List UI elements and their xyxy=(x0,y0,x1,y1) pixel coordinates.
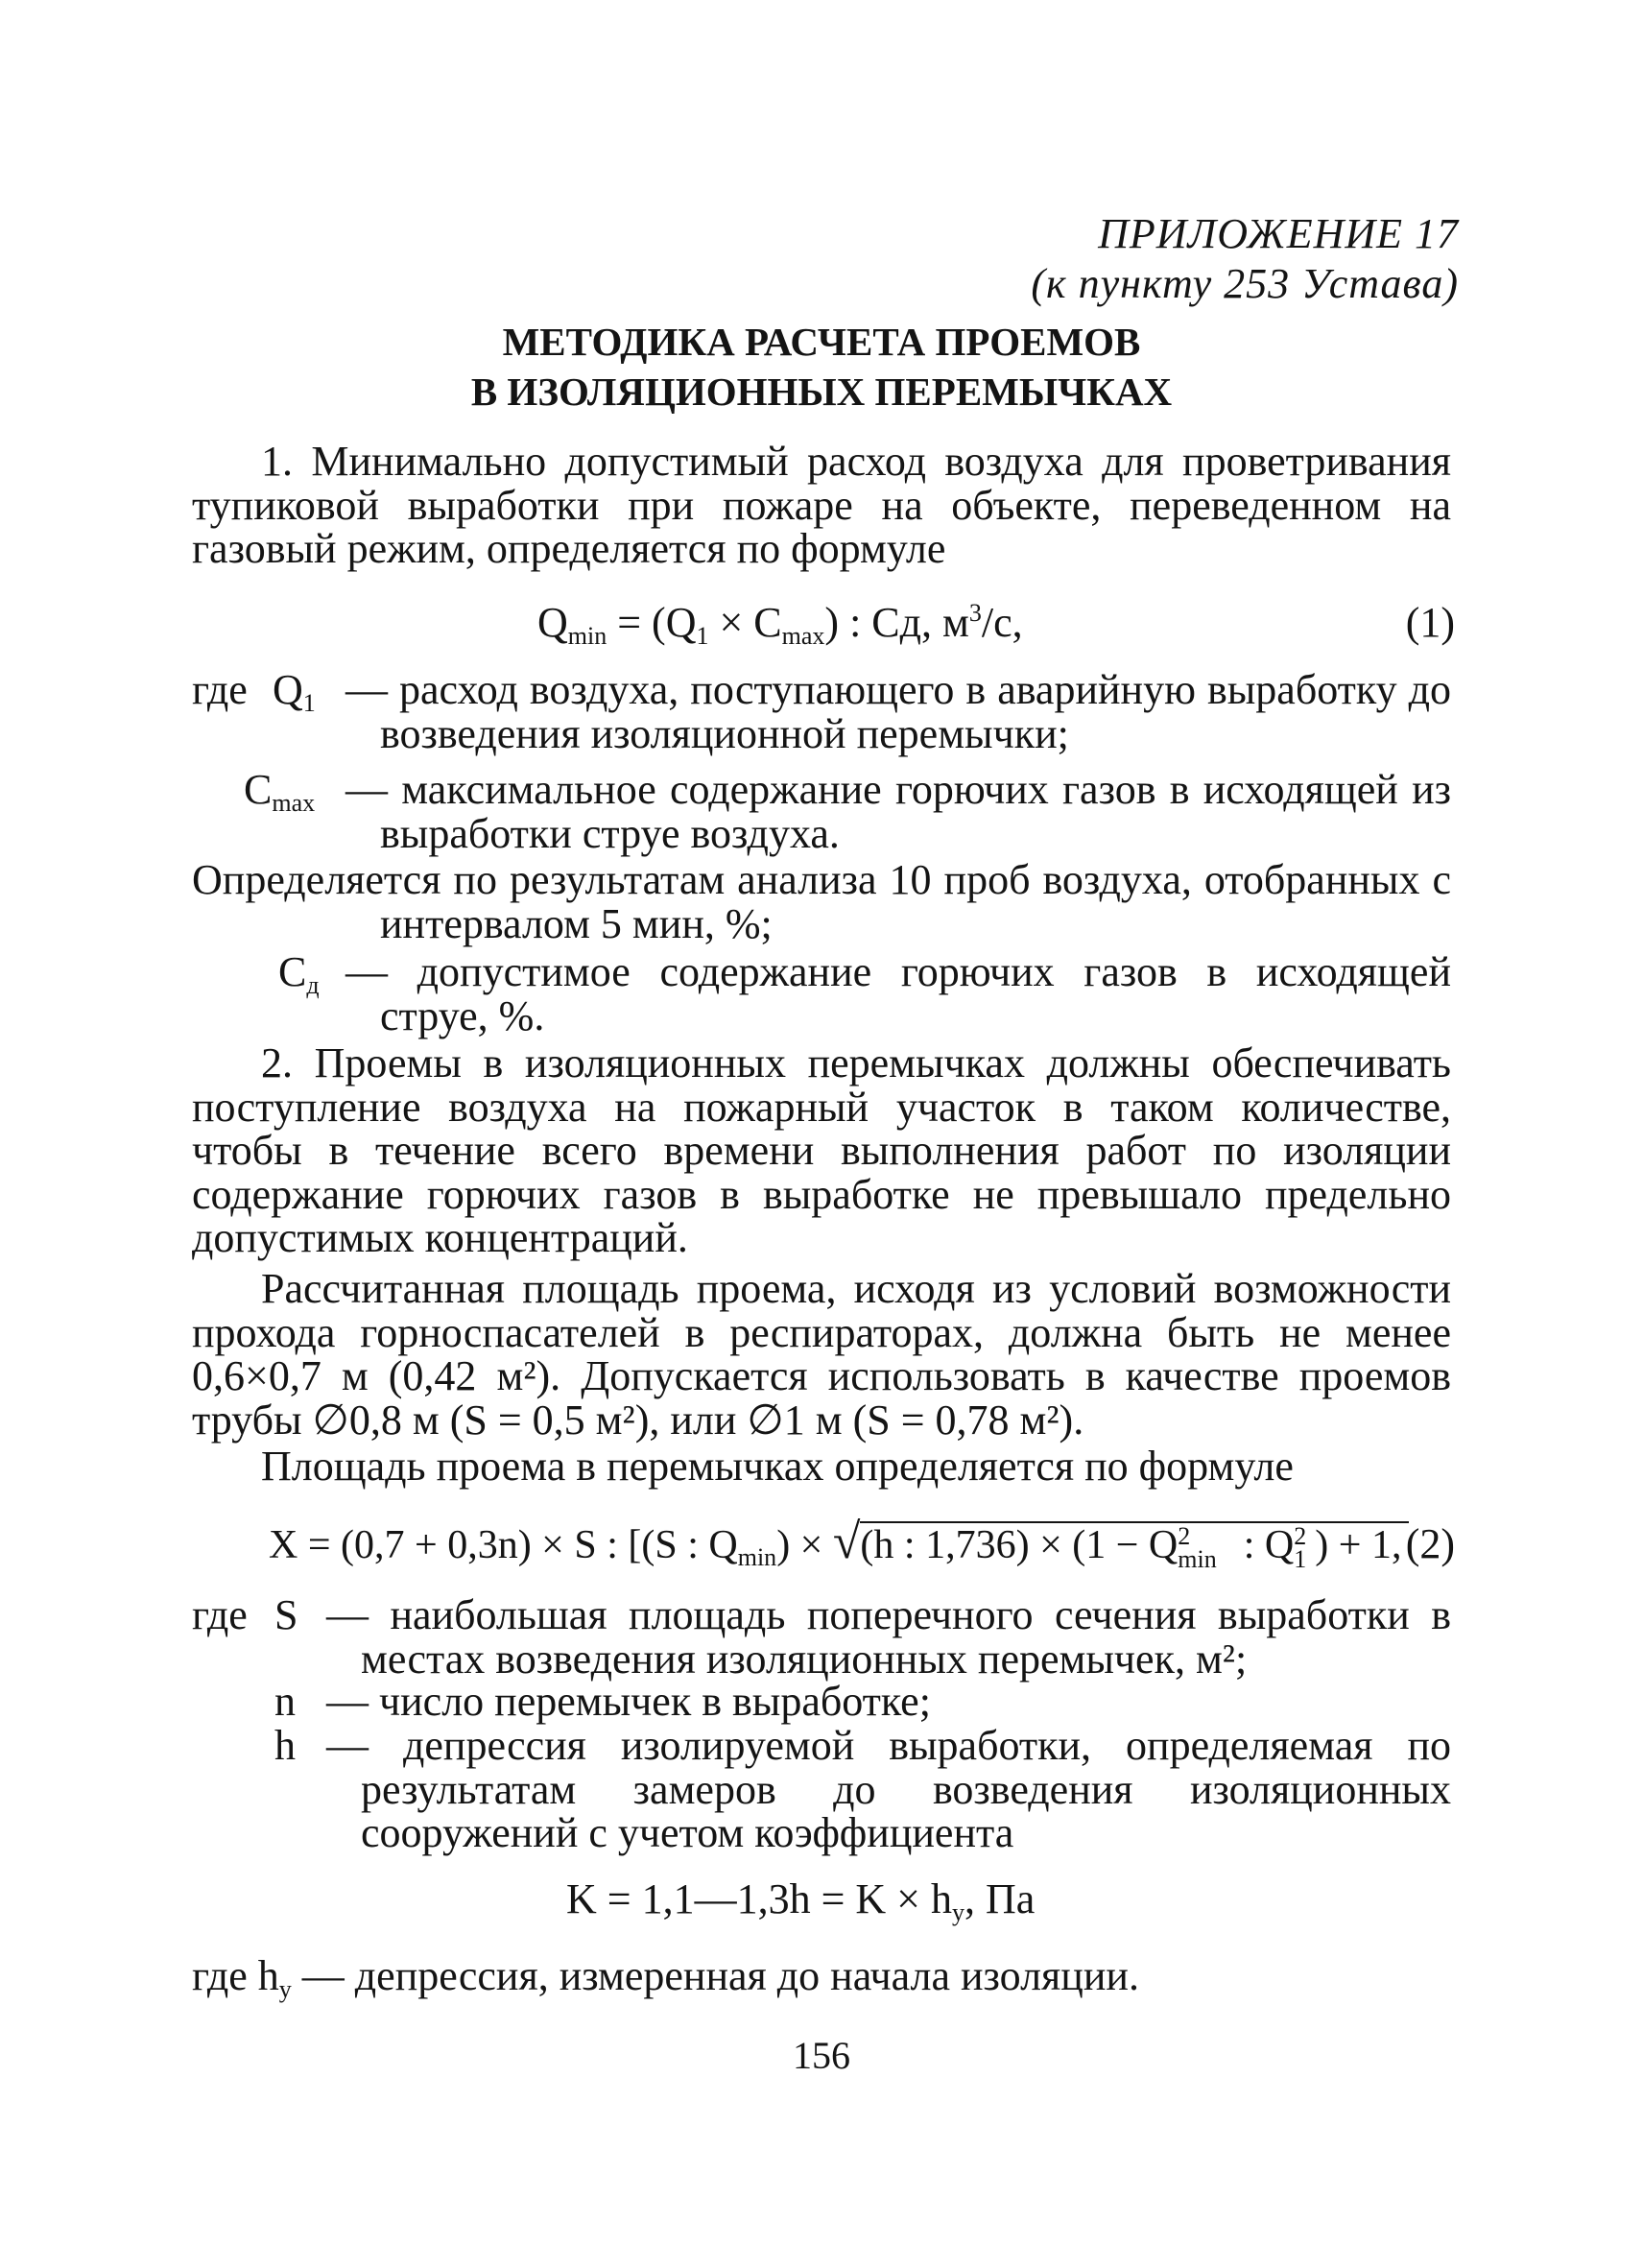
definition-text: — расход воздуха, поступающего в аварийную выработку до возведения изоляционной перемычки; xyxy=(345,666,1451,757)
appendix-clause: (к пункту 253 Устава) xyxy=(1031,260,1459,307)
title-line-1: МЕТОДИКА РАСЧЕТА ПРОЕМОВ xyxy=(502,320,1141,364)
definition-symbol: h xyxy=(274,1722,296,1769)
where-label-2: где xyxy=(192,1591,248,1638)
definition-symbol: S xyxy=(274,1591,298,1638)
definition-text: — число перемычек в выработке; xyxy=(326,1678,931,1725)
appendix-reference xyxy=(1031,209,1459,309)
definition-symbol: $C_{max}$ xyxy=(244,766,316,817)
definition-text: — депрессия изолируемой выработки, определяемая по результатам замеров до возведения изоляционных сооружений с учетом коэффициента xyxy=(326,1722,1451,1856)
formula-1-number: (1) xyxy=(1405,599,1455,646)
section-2-paragraph-2: Рассчитанная площадь проема, исходя из условий возможности прохода горноспасателей в респираторах, должна быть не менее 0,6×0,7 м (0,42 м²). Допускается использовать в качестве проемов трубы ∅0,8 м (S = 0,5 м²), или ∅1 м (S = 0,78 м²). xyxy=(192,1265,1451,1444)
definition-symbol: $C_д$ xyxy=(278,948,320,999)
definition-note: Определяется по результатам анализа 10 проб воздуха, отобранных с интервалом 5 мин, %; xyxy=(192,856,1451,947)
definition-symbol: n xyxy=(274,1678,296,1725)
section-2-paragraph-3: Площадь проема в перемычках определяется по формуле xyxy=(261,1443,1294,1490)
definition-text: — наибольшая площадь поперечного сечения выработки в местах возведения изоляционных перемычек, м²; xyxy=(326,1591,1451,1683)
formula-2-number: (2) xyxy=(1405,1520,1455,1567)
page-number: 156 xyxy=(793,2034,850,2077)
definition-text: — допустимое содержание горючих газов в исходящей струе, %. xyxy=(345,948,1451,1039)
sqrt-overline xyxy=(860,1521,1409,1523)
final-definition: где $h_y$ — депрессия, измеренная до начала изоляции. xyxy=(192,1952,1139,2003)
formula-2: X = (0,7 + 0,3n) × S : [(S : $Q_{min}$) × √ (h : 1,736) × (1 − Q 2 min : Q 2 1 ) + 1, xyxy=(269,1518,1401,1569)
title-line-2: В ИЗОЛЯЦИОННЫХ ПЕРЕМЫЧКАХ xyxy=(470,370,1173,414)
section-2-paragraph-1: 2. Проемы в изоляционных перемычках должны обеспечивать поступление воздуха на пожарный участок в таком количестве, чтобы в течение всего времени выполнения работ по изоляции содержание горючих газов в выработке не превышало предельно допустимых концентраций. xyxy=(192,1039,1451,1261)
definition-text: — максимальное содержание горючих газов в исходящей из выработки струе воздуха. xyxy=(345,766,1451,857)
definition-symbol: $Q_1$ xyxy=(273,666,316,717)
formula-1: $Q_{min} = (Q_1 \times C_{max})$ : Cд, $м^3/c$, xyxy=(537,599,1023,650)
appendix-title: ПРИЛОЖЕНИЕ 17 xyxy=(1098,210,1459,257)
page-title xyxy=(192,317,1451,417)
sqrt-sign: √ xyxy=(832,1515,861,1569)
where-label-1: где xyxy=(192,666,248,713)
formula-3: K = 1,1—1,3h = $K \times h_y$, Па xyxy=(566,1875,1036,1926)
section-1-intro: 1. Минимально допустимый расход воздуха для проветривания тупиковой выработки при пожаре на объекте, переведенном на газовый режим, определяется по формуле xyxy=(192,438,1451,572)
sqrt-content: (h : 1,736) × (1 − Q 2 min : Q 2 1 ) + 1, xyxy=(860,1523,1401,1567)
